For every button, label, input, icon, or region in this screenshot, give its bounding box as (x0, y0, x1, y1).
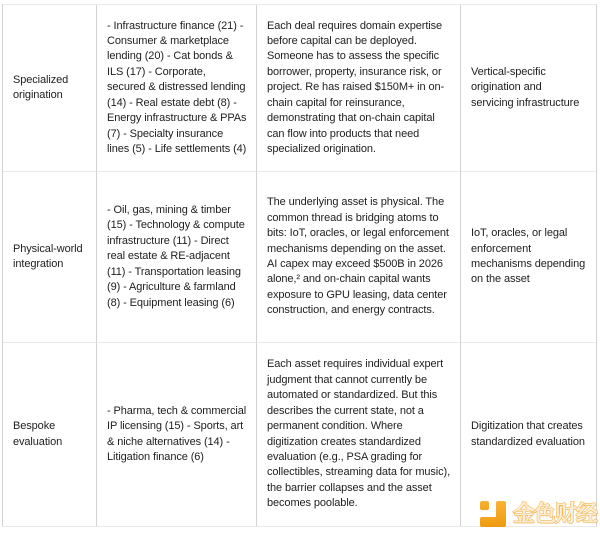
category-cell (3, 172, 97, 343)
description-text: The underlying asset is physical. The common thread is bridging atoms to bits: IoT, oracles, or legal enforcement mechanisms depending on the asset. AI capex may exceed $500B in 2026 alone,² and on-chain capital wants exposure to GPU leasing, data center construction, and energy contracts. (267, 196, 449, 317)
segments-text: - Oil, gas, mining & timber (15) - Technology & compute infrastructure (11) - Direct real estate & RE-adjacent (11) - Transportation leasing (9) - Agriculture & farmland (8) - Equipment leasing (6) (107, 204, 245, 309)
description-text: Each deal requires domain expertise before capital can be deployed. Someone has to assess the specific borrower, property, insurance risk, or project. Re has raised $150M+ in on-chain capital for reinsurance, demonstrating that on-chain capital can flow into products that need specialized origination. (267, 19, 445, 155)
description-cell (257, 5, 461, 172)
description-cell (257, 172, 461, 343)
jinse-finance-watermark (479, 495, 597, 529)
summary-text: IoT, oracles, or legal enforcement mechanisms depending on the asset (471, 227, 586, 286)
category-label: Specialized origination (13, 73, 69, 101)
watermark-text: 金色财经 (513, 501, 598, 527)
segments-text: - Pharma, tech & commercial IP licensing (15) - Sports, art & niche alternatives (14) - Litigation finance (6) (107, 404, 247, 463)
description-text: Each asset requires individual expert judgment that cannot currently be automated or standardized. But this describes the current state, not a permanent condition. Where digitization creates standardized evaluation (e.g., PSA grading for collectibles, streaming data for music), the barrier collapses and the asset becomes poolable. (267, 358, 451, 510)
segments-cell (97, 172, 257, 343)
category-cell (3, 343, 97, 526)
summary-cell (461, 5, 596, 172)
segments-text: - Infrastructure finance (21) - Consumer & marketplace lending (20) - Cat bonds & ILS (17) - Corporate, secured & distressed lending (14) - Real estate debt (8) - Energy infrastructure & PPAs (7) - Specialty insurance lines (5) - Life settlements (4) (107, 19, 247, 155)
category-cell (3, 5, 97, 172)
jinse-logo-icon (479, 498, 508, 527)
rwa-barriers-table (2, 4, 597, 527)
category-label: Bespoke evaluation (13, 420, 63, 448)
category-label: Physical-world integration (13, 242, 83, 270)
segments-cell (97, 343, 257, 526)
summary-text: Vertical-specific origination and servicing infrastructure (471, 65, 580, 109)
description-cell (257, 343, 461, 526)
summary-cell (461, 172, 596, 343)
segments-cell (97, 5, 257, 172)
summary-text: Digitization that creates standardized evaluation (471, 420, 585, 448)
